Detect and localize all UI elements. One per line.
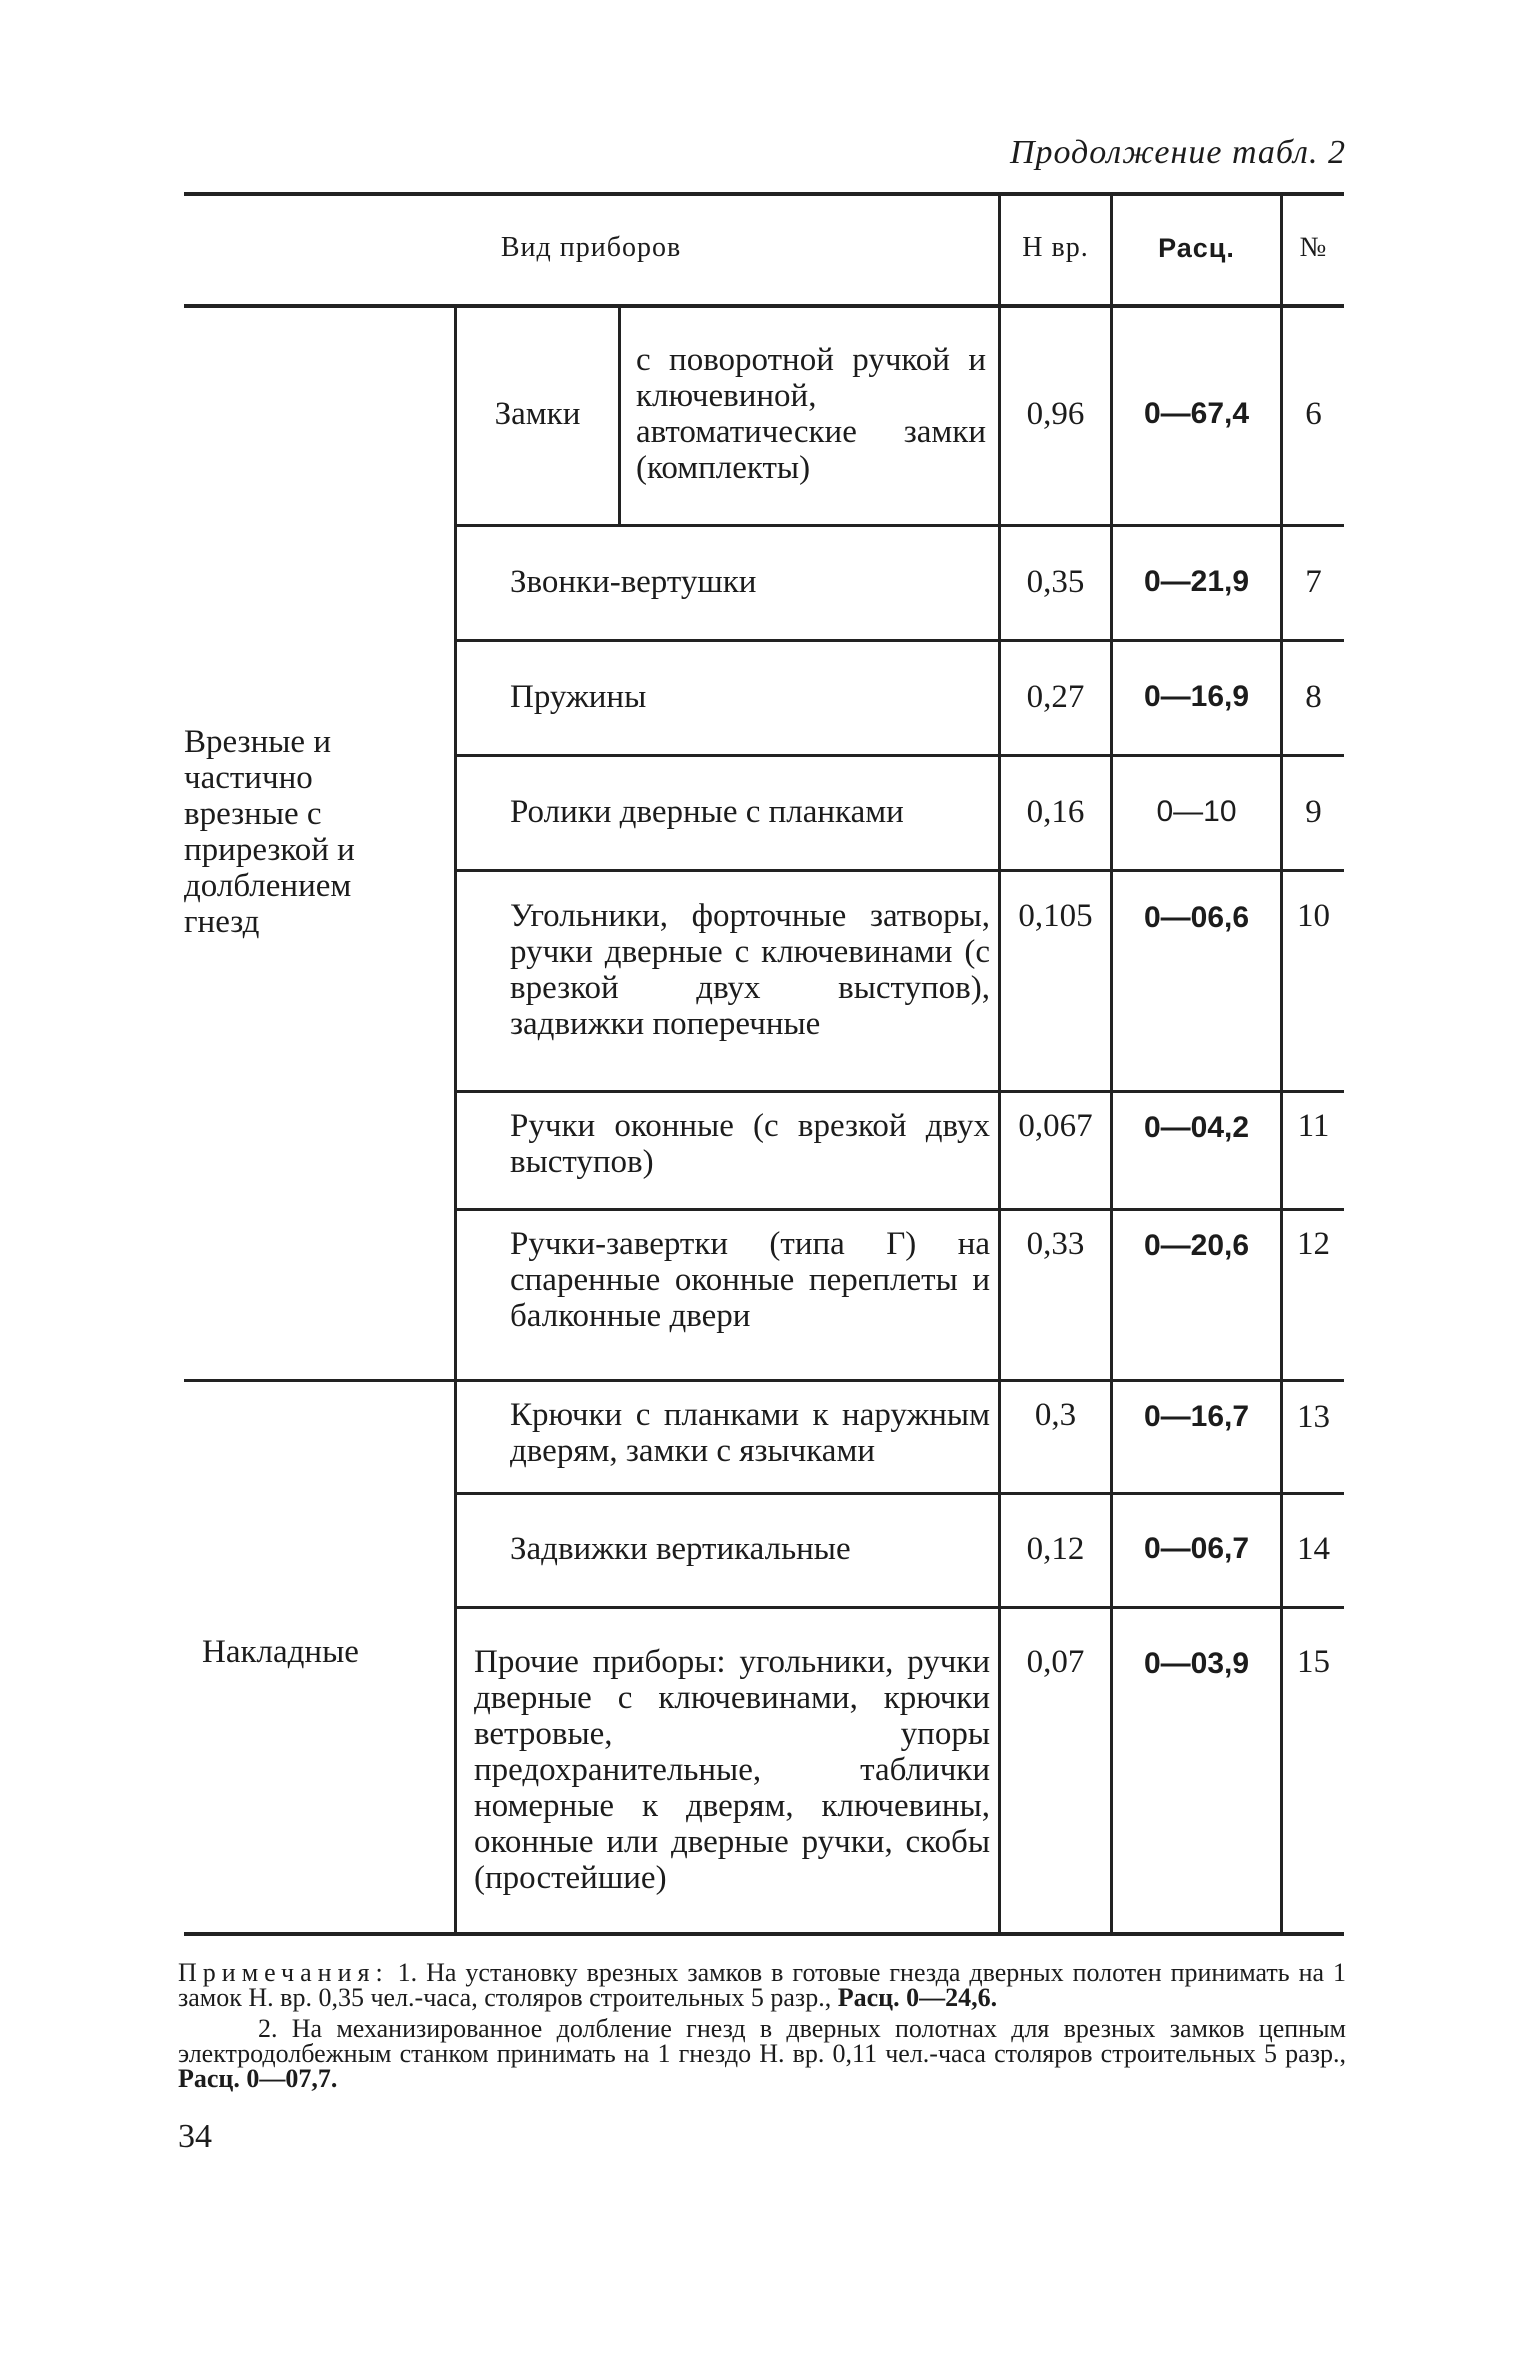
row-name: Звонки-вертушки bbox=[510, 563, 757, 600]
row-num: 11 bbox=[1297, 1108, 1330, 1144]
note-1-rate: Расц. 0—24,6. bbox=[837, 1983, 998, 2012]
row-norm: 0,16 bbox=[1026, 793, 1085, 830]
note-2 bbox=[178, 2016, 1346, 2091]
row-rate: 0—06,7 bbox=[1143, 1532, 1250, 1565]
row-num: 9 bbox=[1305, 793, 1322, 830]
row-num: 12 bbox=[1297, 1226, 1330, 1262]
row-rule bbox=[454, 1606, 1344, 1609]
row-rate: 0—67,4 bbox=[1143, 397, 1250, 430]
row-rate: 0—16,9 bbox=[1143, 679, 1250, 713]
row-rate: 0—06,6 bbox=[1143, 901, 1250, 934]
note-2-text: 2. На механизированное долбление гнезд в дверных полотнах для врезных замков цепным электродолбежным станком принимать на 1 гнездо Н. вр. 0,11 чел.-часа столяров строительных 5 разр., bbox=[178, 2014, 1346, 2068]
row-name: Прочие приборы: угольники, ручки дверные с ключевинами, крючки ветровые, упоры предохранительные, таблички номерные к дверям, ключевины, оконные или дверные ручки, скобы (простейшие) bbox=[474, 1644, 990, 1896]
row-num: 14 bbox=[1297, 1531, 1330, 1567]
row-num: 8 bbox=[1305, 678, 1322, 715]
row-rate: 0—21,9 bbox=[1143, 564, 1250, 598]
header-num: № bbox=[1299, 232, 1328, 263]
row-name: Ручки оконные (с врезкой двух выступов) bbox=[510, 1108, 990, 1180]
row-name: Ручки-завертки (типа Г) на спаренные оконные переплеты и балконные двери bbox=[510, 1226, 990, 1334]
row-name: Ролики дверные с планками bbox=[510, 793, 904, 830]
row-norm: 0,067 bbox=[1018, 1108, 1093, 1144]
row-rule bbox=[454, 1090, 1344, 1093]
row-norm: 0,33 bbox=[1026, 1226, 1085, 1262]
row-norm: 0,12 bbox=[1026, 1531, 1085, 1567]
row-name: Угольники, форточные затворы, ручки дверные с ключевинами (с врезкой двух выступов), задвижки поперечные bbox=[510, 898, 990, 1042]
page-number: 34 bbox=[178, 2118, 212, 2155]
row-norm: 0,105 bbox=[1018, 898, 1093, 934]
row-rate: 0—10 bbox=[1156, 794, 1237, 828]
row-num: 15 bbox=[1297, 1644, 1330, 1680]
row-name: Пружины bbox=[510, 678, 647, 715]
note-1 bbox=[178, 1960, 1346, 2010]
row-num: 13 bbox=[1297, 1399, 1330, 1435]
row-norm: 0,27 bbox=[1026, 678, 1085, 715]
header-rate: Расц. bbox=[1158, 233, 1235, 263]
row-norm: 0,3 bbox=[1034, 1397, 1077, 1433]
col-rule bbox=[454, 304, 457, 1934]
row-rule bbox=[454, 1208, 1344, 1211]
row-rate: 0—20,6 bbox=[1143, 1229, 1250, 1262]
row-name: с поворотной ручкой и ключевиной, автоматические замки (комплекты) bbox=[636, 342, 986, 486]
table-caption: Продолжение табл. 2 bbox=[1009, 134, 1346, 171]
row-norm: 0,35 bbox=[1026, 563, 1085, 600]
row-num: 10 bbox=[1297, 898, 1330, 934]
header-type: Вид приборов bbox=[500, 232, 682, 263]
header-norm: Н вр. bbox=[1022, 232, 1089, 263]
row-norm: 0,07 bbox=[1026, 1644, 1085, 1680]
group-mortise: Врезные и частично врезные с прирезкой и долблением гнезд bbox=[184, 724, 355, 940]
row-name: Задвижки вертикальные bbox=[510, 1531, 851, 1567]
norms-table bbox=[184, 192, 1344, 1937]
note-1-text: 1. На установку врезных замков в готовые гнезда дверных полотен принимать на 1 замок Н. вр. 0,35 чел.-часа, столяров строительных 5 разр., bbox=[178, 1958, 1347, 2012]
row-rate: 0—03,9 bbox=[1143, 1647, 1250, 1680]
group-rule bbox=[184, 1379, 1344, 1382]
notes-label: Примечания: bbox=[178, 1958, 389, 1987]
group-overlay: Накладные bbox=[202, 1634, 359, 1670]
table-bottom-rule bbox=[184, 1932, 1344, 1936]
row-rate: 0—04,2 bbox=[1143, 1111, 1250, 1144]
row-rule bbox=[454, 869, 1344, 872]
table-notes bbox=[178, 1960, 1346, 2097]
row-norm: 0,96 bbox=[1026, 396, 1085, 432]
note-2-rate: Расц. 0—07,7. bbox=[178, 2064, 338, 2093]
row-name: Крючки с планками к наружным дверям, замки с язычками bbox=[510, 1397, 990, 1469]
row-num: 7 bbox=[1305, 563, 1322, 600]
row-subgroup-locks: Замки bbox=[494, 396, 581, 432]
col-rule bbox=[618, 304, 621, 524]
row-rate: 0—16,7 bbox=[1143, 1400, 1250, 1433]
row-num: 6 bbox=[1305, 396, 1322, 432]
